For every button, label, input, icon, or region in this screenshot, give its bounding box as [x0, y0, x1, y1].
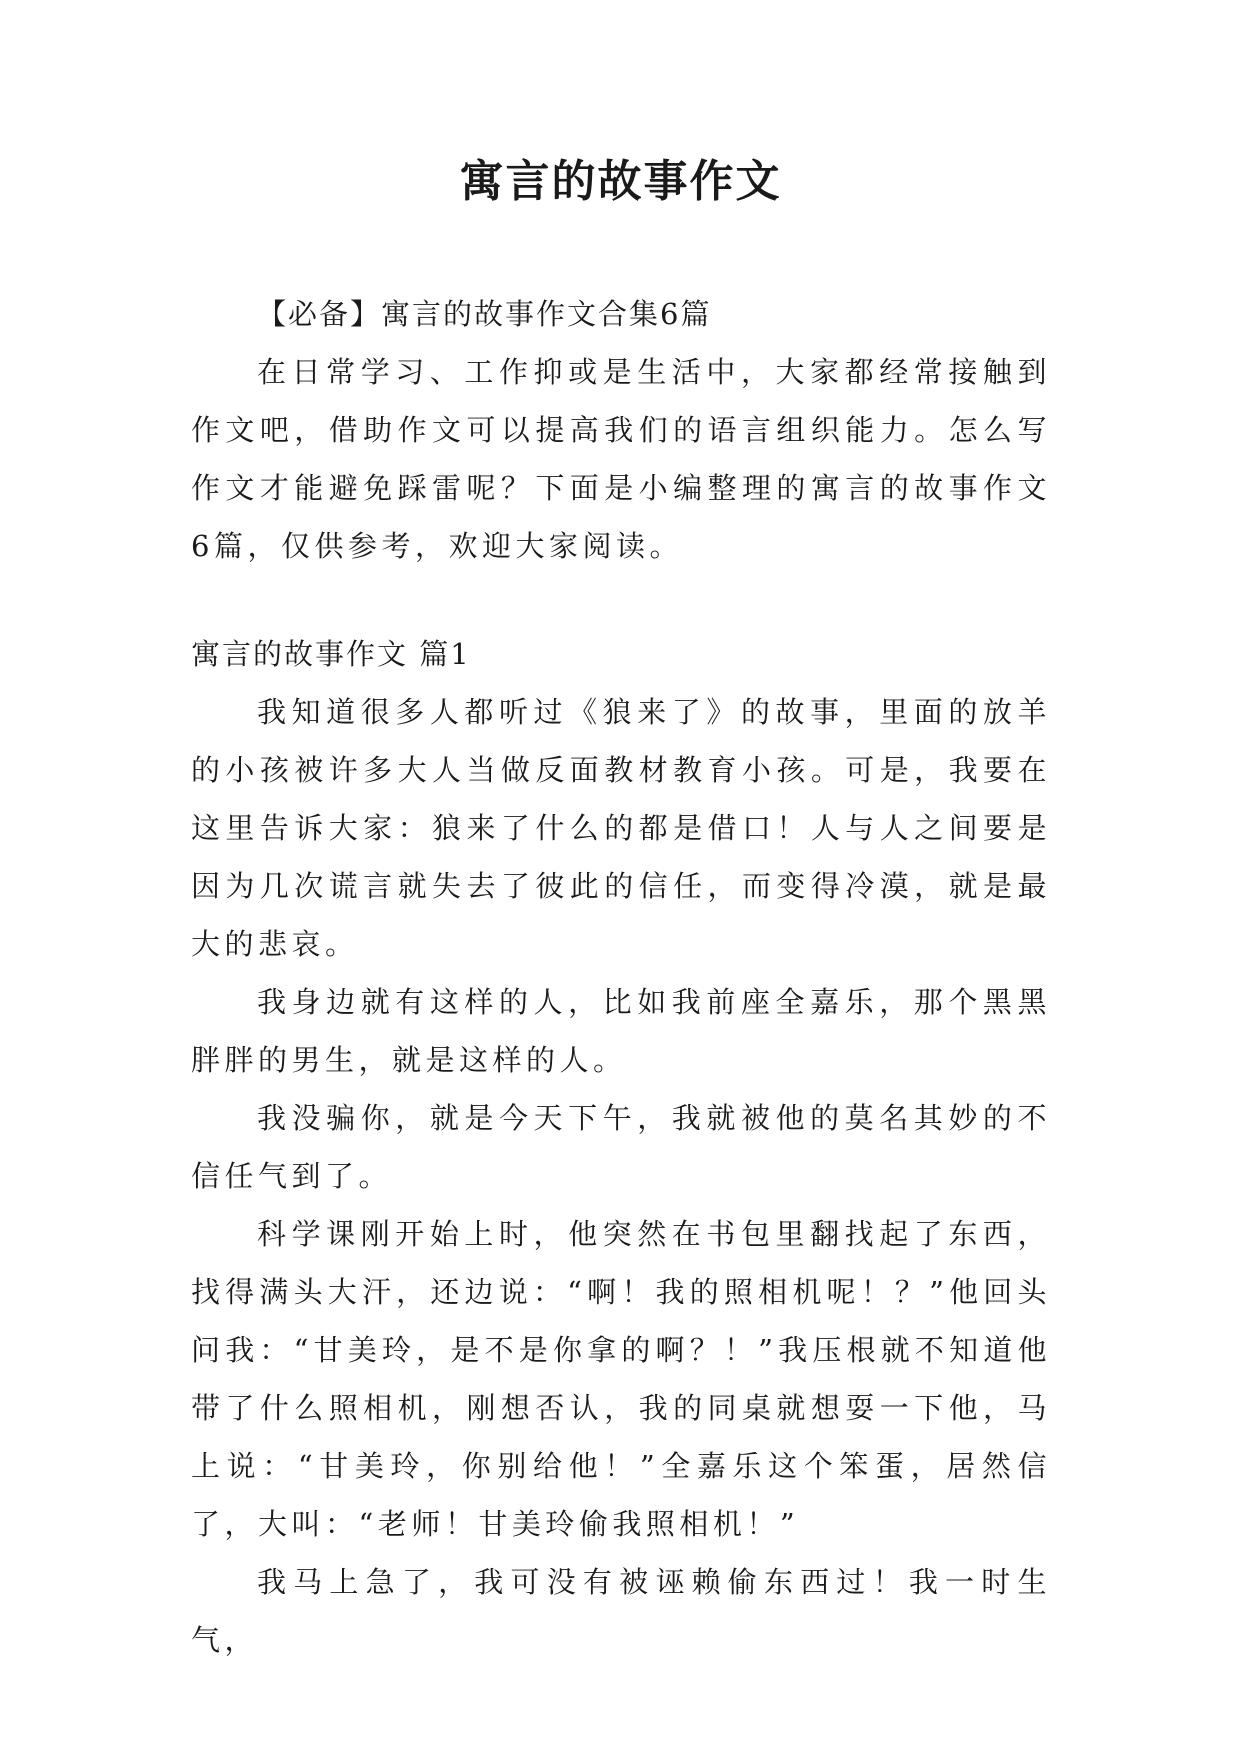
- section-heading: 寓言的故事作文 篇1: [191, 637, 471, 671]
- document-body: [191, 285, 1051, 1669]
- document-title: 寓言的故事作文: [459, 156, 782, 207]
- intro-paragraph: 在日常学习、工作抑或是生活中，大家都经常接触到作文吧，借助作文可以提高我们的语言组织能力。怎么写作文才能避免踩雷呢？下面是小编整理的寓言的故事作文6篇，仅供参考，欢迎大家阅读。: [191, 355, 1051, 563]
- document-subtitle: 【必备】寓言的故事作文合集6篇: [257, 297, 712, 331]
- body-paragraph: 我身边就有这样的人，比如我前座全嘉乐，那个黑黑胖胖的男生，就是这样的人。: [191, 985, 1051, 1077]
- body-paragraph: 我知道很多人都听过《狼来了》的故事，里面的放羊的小孩被许多大人当做反面教材教育小孩。可是，我要在这里告诉大家：狼来了什么的都是借口！人与人之间要是因为几次谎言就失去了彼此的信任，而变得冷漠，就是最大的悲哀。: [191, 695, 1051, 961]
- body-paragraph: 我马上急了，我可没有被诬赖偷东西过！我一时生气，: [191, 1565, 1051, 1657]
- body-paragraph: 科学课刚开始上时，他突然在书包里翻找起了东西，找得满头大汗，还边说：“啊！我的照相机呢！？”他回头问我：“甘美玲，是不是你拿的啊？！”我压根就不知道他带了什么照相机，刚想否认，我的同桌就想耍一下他，马上说：“甘美玲，你别给他！”全嘉乐这个笨蛋，居然信了，大叫：“老师！甘美玲偷我照相机！”: [191, 1217, 1051, 1541]
- body-paragraph: 我没骗你，就是今天下午，我就被他的莫名其妙的不信任气到了。: [191, 1101, 1051, 1193]
